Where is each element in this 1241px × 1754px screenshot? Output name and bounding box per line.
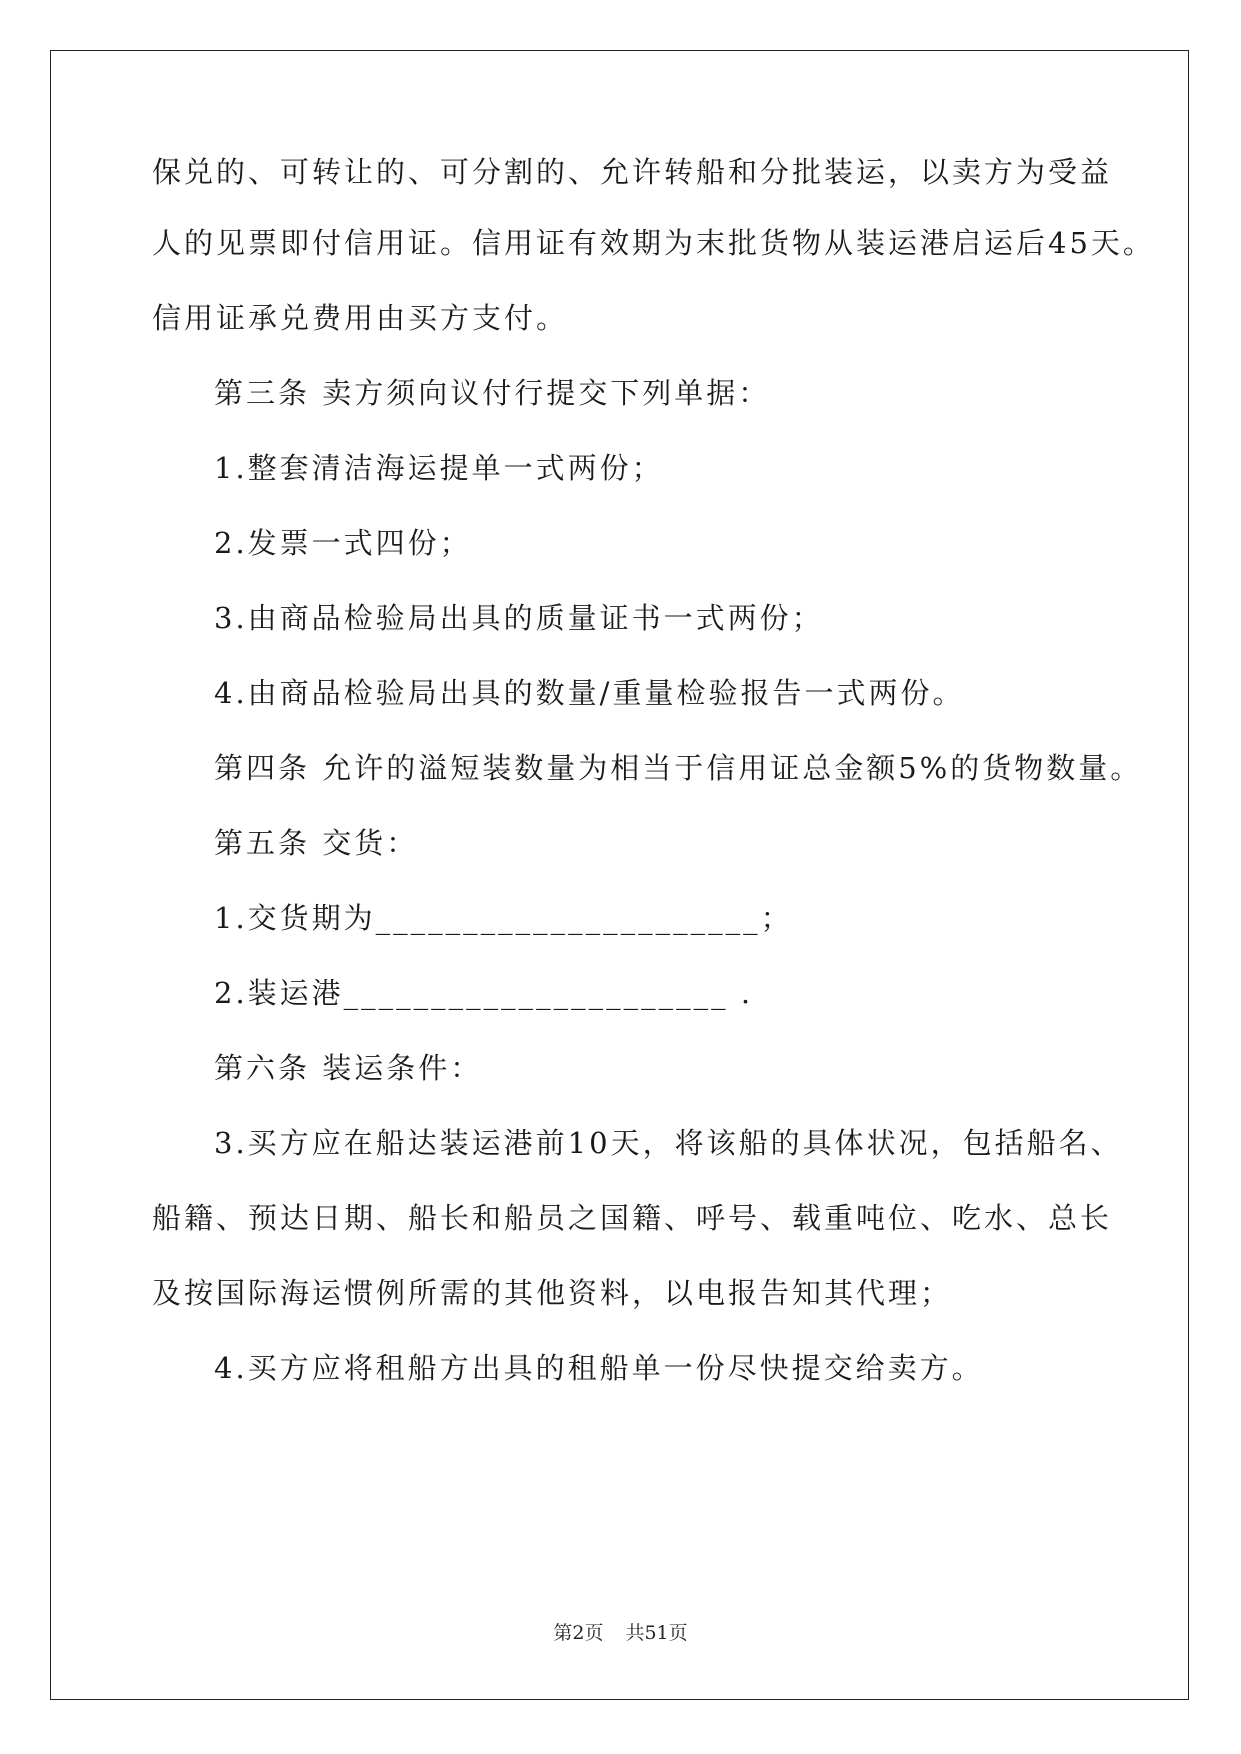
clause-6-item-3-line-1: 3.买方应在船达装运港前10天，将该船的具体状况，包括船名、 — [214, 1126, 1123, 1160]
clause-3-item-1: 1.整套清洁海运提单一式两份； — [214, 451, 664, 485]
clause-6-item-4: 4.买方应将租船方出具的租船单一份尽快提交给卖方。 — [214, 1351, 984, 1385]
clause-3-item-2: 2.发票一式四份； — [214, 526, 472, 560]
clause-3-item-4: 4.由商品检验局出具的数量/重量检验报告一式两份。 — [214, 676, 965, 710]
text-line-1: 保兑的、可转让的、可分割的、允许转船和分批装运，以卖方为受益 — [152, 155, 1113, 189]
clause-5-heading: 第五条 交货： — [214, 826, 419, 860]
page-number: 第2页 — [553, 1622, 604, 1644]
text-line-3: 信用证承兑费用由买方支付。 — [152, 301, 569, 335]
page-total: 共51页 — [625, 1622, 688, 1644]
page-footer — [0, 1621, 1241, 1645]
clause-4: 第四条 允许的溢短装数量为相当于信用证总金额5%的货物数量。 — [214, 751, 1143, 785]
clause-3-item-3: 3.由商品检验局出具的质量证书一式两份； — [214, 601, 824, 635]
clause-6-item-3-line-2: 船籍、预达日期、船长和船员之国籍、呼号、载重吨位、吃水、总长 — [152, 1201, 1113, 1235]
clause-5-item-1: 1.交货期为______________________； — [214, 901, 793, 935]
text-line-2: 人的见票即付信用证。信用证有效期为末批货物从装运港启运后45天。 — [152, 226, 1155, 260]
clause-6-item-3-line-3: 及按国际海运惯例所需的其他资料，以电报告知其代理； — [152, 1276, 953, 1310]
clause-6-heading: 第六条 装运条件： — [214, 1051, 483, 1085]
clause-3-heading: 第三条 卖方须向议付行提交下列单据： — [214, 376, 771, 410]
clause-5-item-2: 2.装运港______________________ . — [214, 976, 754, 1010]
